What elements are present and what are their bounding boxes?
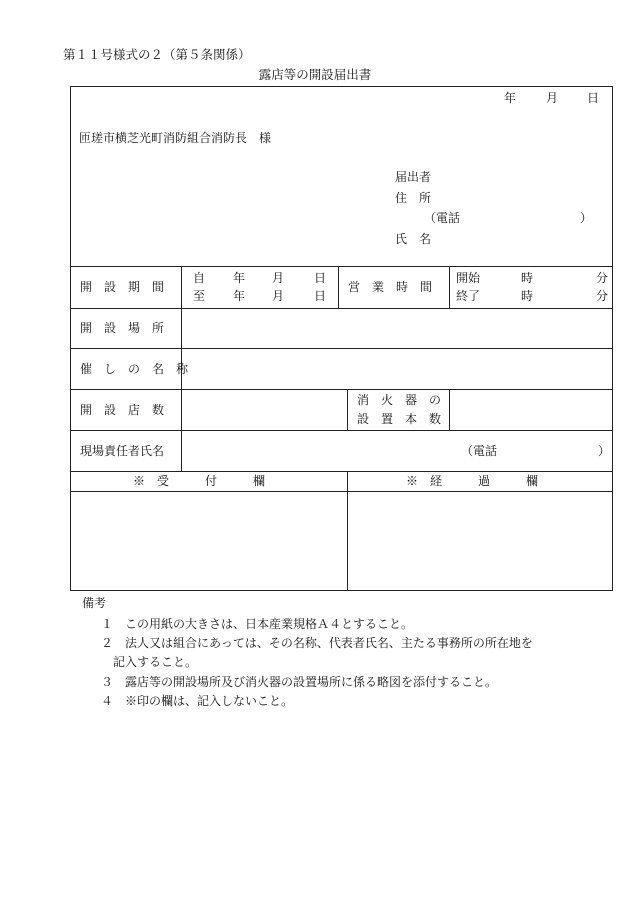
- to-year: 年: [233, 289, 246, 303]
- extinguisher-label-1: 消 火 器 の: [357, 393, 442, 407]
- event-label: 催 し の 名 称: [80, 362, 189, 376]
- row-divider: [70, 308, 613, 309]
- column-divider: [347, 471, 348, 591]
- from-year: 年: [233, 271, 246, 285]
- start-hour: 時: [521, 271, 534, 285]
- extinguisher-label-2: 設 置 本 数: [357, 412, 442, 426]
- form-table: [70, 86, 613, 591]
- end-label: 終了: [456, 289, 481, 303]
- address-label: 住 所: [395, 191, 432, 205]
- notes-heading: 備考: [82, 596, 107, 610]
- to-month: 月: [272, 289, 285, 303]
- phone-open: （電話: [424, 211, 461, 225]
- name-label: 氏 名: [395, 232, 432, 246]
- row-divider: [70, 491, 613, 492]
- form-title: 露店等の開設届出書: [258, 67, 372, 82]
- column-divider: [347, 389, 348, 430]
- to-label: 至: [193, 289, 206, 303]
- column-divider: [449, 389, 450, 430]
- from-month: 月: [272, 271, 285, 285]
- manager-label: 現場責任者氏名: [80, 444, 165, 458]
- start-label: 開始: [456, 271, 481, 285]
- manager-phone-open: （電話: [461, 444, 498, 458]
- column-divider: [449, 266, 450, 308]
- period-label: 開 設 期 間: [80, 280, 165, 294]
- note-item: ３ 露店等の開設場所及び消火器の設置場所に係る略図を添付すること。: [101, 675, 498, 689]
- date-day-label: 日: [587, 91, 600, 105]
- row-divider: [70, 471, 613, 472]
- from-label: 自: [193, 271, 206, 285]
- phone-close: ）: [580, 211, 593, 225]
- date-month-label: 月: [546, 91, 559, 105]
- place-label: 開 設 場 所: [80, 321, 165, 335]
- addressee: 匝瑳市横芝光町消防組合消防長 様: [79, 131, 272, 145]
- row-divider: [70, 266, 613, 267]
- reception-label: ※ 受 付 欄: [133, 474, 266, 488]
- row-divider: [70, 389, 613, 390]
- stores-label: 開 設 店 数: [80, 403, 165, 417]
- end-minute: 分: [596, 289, 609, 303]
- form-code: 第１１号様式の２（第５条関係）: [63, 47, 251, 62]
- note-item: ２ 法人又は組合にあっては、その名称、代表者氏名、主たる事務所の所在地を: [101, 636, 533, 650]
- end-hour: 時: [521, 289, 534, 303]
- hours-label: 営 業 時 間: [348, 280, 433, 294]
- date-year-label: 年: [504, 91, 517, 105]
- note-item: ４ ※印の欄は、記入しないこと。: [101, 694, 294, 708]
- notifier-label: 届出者: [395, 170, 432, 184]
- from-day: 日: [314, 271, 327, 285]
- note-item: 記入すること。: [113, 655, 198, 669]
- column-divider: [338, 266, 339, 308]
- note-item: １ この用紙の大きさは、日本産業規格Ａ４とすること。: [101, 617, 414, 631]
- start-minute: 分: [596, 271, 609, 285]
- to-day: 日: [314, 289, 327, 303]
- manager-phone-close: ）: [598, 444, 611, 458]
- row-divider: [70, 430, 613, 431]
- row-divider: [70, 348, 613, 349]
- progress-label: ※ 経 過 欄: [406, 474, 539, 488]
